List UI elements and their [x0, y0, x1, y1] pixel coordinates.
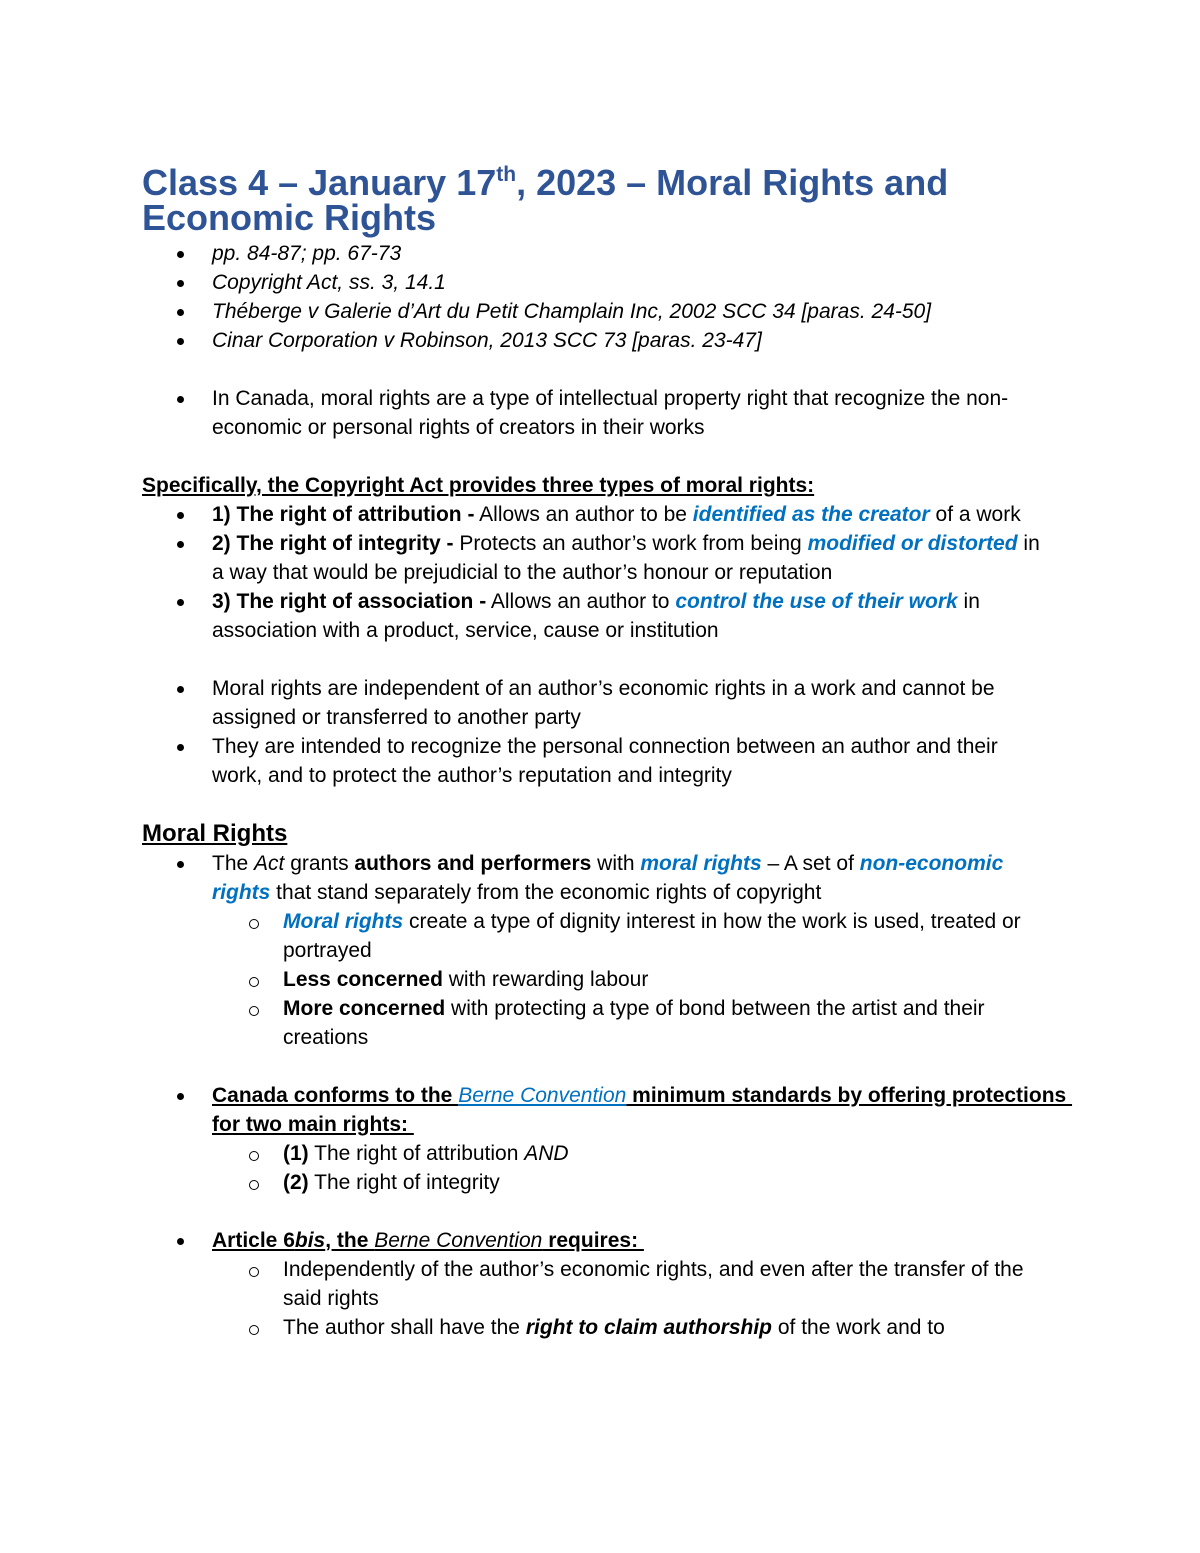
sub-list-item-continuation: [142, 1284, 1172, 1313]
sub-bullet-text: with rewarding labour: [442, 967, 649, 991]
blank-line: [142, 645, 1172, 674]
bold-text: Less concerned: [283, 967, 443, 991]
list-item: [142, 674, 1172, 703]
section-subheading: [142, 471, 1172, 500]
bullet-text: , the: [325, 1228, 375, 1252]
sub-bullet-text: portrayed: [283, 938, 372, 962]
section-heading: [142, 819, 1172, 849]
bullet-text: association with a product, service, cause or institution: [212, 618, 719, 642]
bullet-text: economic or personal rights of creators in their works: [212, 415, 705, 439]
reading-item: [142, 239, 1172, 268]
document-body: [142, 162, 1172, 1342]
list-item: [142, 587, 1172, 616]
sub-bullet-marker: [249, 977, 259, 987]
highlight-text: moral rights: [640, 851, 762, 875]
item-number: (2): [283, 1170, 309, 1194]
right-label: 2) The right of integrity -: [212, 531, 454, 555]
highlight-text: Moral rights: [283, 909, 404, 933]
bullet-text: of a work: [929, 502, 1021, 526]
bold-text: authors and performers: [354, 851, 592, 875]
page-title: [142, 162, 1172, 238]
sub-bullet-marker: [249, 1267, 259, 1277]
bullet-marker: [177, 744, 184, 751]
bullet-text: in: [1017, 531, 1040, 555]
list-item: [142, 500, 1172, 529]
list-item-continuation: [142, 1110, 1172, 1139]
sub-bullet-marker: [249, 1151, 259, 1161]
sub-bullet-marker: [249, 1180, 259, 1190]
sub-list-item: [142, 1255, 1172, 1284]
highlight-text: modified or distorted: [807, 531, 1018, 555]
bullet-text: Allows an author to be: [474, 502, 693, 526]
item-number: (1): [283, 1141, 309, 1165]
bullet-marker: [177, 251, 184, 258]
bullet-text: that stand separately from the economic rights of copyright: [270, 880, 822, 904]
subheading-text: Specifically, the Copyright Act provides three types of moral rights:: [142, 473, 815, 497]
blank-line: [142, 790, 1172, 819]
title-line-1: [142, 162, 1172, 203]
bullet-text: – A set of: [761, 851, 860, 875]
bullet-text: a way that would be prejudicial to the author’s honour or reputation: [212, 560, 833, 584]
sub-bullet-text: The right of integrity: [308, 1170, 500, 1194]
sub-list-item: [142, 1139, 1172, 1168]
sub-list-item: [142, 1168, 1172, 1197]
reading-text: Cinar Corporation v Robinson, 2013 SCC 73 [paras. 23-47]: [212, 328, 762, 352]
bullet-marker: [177, 541, 184, 548]
highlight-text: control the use of their work: [675, 589, 958, 613]
bullet-text: with: [591, 851, 641, 875]
reading-item: [142, 268, 1172, 297]
sub-bullet-marker: [249, 1006, 259, 1016]
sub-list-item: [142, 965, 1172, 994]
bullet-text: Moral rights are independent of an author’s economic rights in a work and cannot be: [212, 676, 995, 700]
sub-bullet-marker: [249, 1325, 259, 1335]
reading-text: Théberge v Galerie d’Art du Petit Champlain Inc, 2002 SCC 34 [paras. 24-50]: [212, 299, 932, 323]
reading-item: [142, 326, 1172, 355]
list-item-continuation: [142, 616, 1172, 645]
bullet-text: work, and to protect the author’s reputation and integrity: [212, 763, 732, 787]
notes-content: [142, 239, 1172, 1342]
list-item-continuation: [142, 878, 1172, 907]
bullet-text: for two main rights:: [212, 1112, 414, 1136]
act-reference: Act: [254, 851, 285, 875]
bullet-text: Protects an author’s work from being: [453, 531, 808, 555]
sub-bullet-text: The right of attribution: [308, 1141, 525, 1165]
bold-text: More concerned: [283, 996, 446, 1020]
sub-bullet-text: said rights: [283, 1286, 379, 1310]
bullet-text: In Canada, moral rights are a type of intellectual property right that recognize the non-: [212, 386, 1009, 410]
list-item: [142, 849, 1172, 878]
sub-bullet-text: Independently of the author’s economic rights, and even after the transfer of the: [283, 1257, 1024, 1281]
reading-text: pp. 84-87; pp. 67-73: [212, 241, 402, 265]
title-text: Class 4 – January 17: [142, 162, 497, 203]
blank-line: [142, 355, 1172, 384]
reading-item: [142, 297, 1172, 326]
sub-bullet-marker: [249, 919, 259, 929]
title-text: , 2023 – Moral Rights and: [516, 162, 949, 203]
sub-list-item: [142, 994, 1172, 1023]
bullet-text: The: [212, 851, 255, 875]
right-label: 1) The right of attribution -: [212, 502, 475, 526]
bullet-text: They are intended to recognize the personal connection between an author and their: [212, 734, 998, 758]
sub-list-item-continuation: [142, 936, 1172, 965]
highlight-text: non-economic: [859, 851, 1004, 875]
list-item: [142, 1226, 1172, 1255]
blank-line: [142, 1197, 1172, 1226]
bullet-marker: [177, 512, 184, 519]
title-line-2: [142, 197, 1172, 238]
bullet-text: in: [957, 589, 980, 613]
sub-bullet-text: of the work and to: [772, 1315, 945, 1339]
bullet-text: requires:: [542, 1228, 644, 1252]
bullet-marker: [177, 1238, 184, 1245]
sub-bullet-text: with protecting a type of bond between the artist and their: [445, 996, 985, 1020]
bullet-marker: [177, 280, 184, 287]
list-item-continuation: [142, 703, 1172, 732]
bullet-marker: [177, 599, 184, 606]
sub-list-item: [142, 1313, 1172, 1342]
convention-name: Berne Convention: [374, 1228, 543, 1252]
list-item-continuation: [142, 413, 1172, 442]
sub-bullet-text: The author shall have the: [283, 1315, 526, 1339]
list-item: [142, 1081, 1172, 1110]
bullet-text: Allows an author to: [486, 589, 676, 613]
bullet-marker: [177, 338, 184, 345]
list-item: [142, 732, 1172, 761]
highlight-text: identified as the creator: [692, 502, 930, 526]
list-item: [142, 384, 1172, 413]
title-superscript: th: [496, 163, 517, 186]
title-text: Economic Rights: [142, 197, 437, 238]
sub-list-item: [142, 907, 1172, 936]
italic-text: bis: [294, 1228, 326, 1252]
bullet-marker: [177, 1093, 184, 1100]
bullet-text: Canada conforms to the: [212, 1083, 459, 1107]
reading-text: Copyright Act, ss. 3, 14.1: [212, 270, 446, 294]
blank-line: [142, 1052, 1172, 1081]
section-heading-text: Moral Rights: [142, 819, 288, 847]
sub-list-item-continuation: [142, 1023, 1172, 1052]
bullet-marker: [177, 686, 184, 693]
bullet-text: Article 6: [212, 1228, 295, 1252]
italic-text: AND: [524, 1141, 569, 1165]
bullet-marker: [177, 861, 184, 868]
bullet-text: minimum standards by offering protections: [626, 1083, 1073, 1107]
sub-bullet-text: create a type of dignity interest in how the work is used, treated or: [403, 909, 1021, 933]
bullet-text: assigned or transferred to another party: [212, 705, 581, 729]
list-item: [142, 529, 1172, 558]
blank-line: [142, 442, 1172, 471]
list-item-continuation: [142, 761, 1172, 790]
list-item-continuation: [142, 558, 1172, 587]
sub-bullet-text: creations: [283, 1025, 369, 1049]
highlight-text: rights: [212, 880, 271, 904]
bullet-marker: [177, 309, 184, 316]
right-label: 3) The right of association -: [212, 589, 487, 613]
convention-name: Berne Convention: [458, 1083, 627, 1107]
bullet-marker: [177, 396, 184, 403]
bullet-text: grants: [284, 851, 355, 875]
emphasis-text: right to claim authorship: [525, 1315, 773, 1339]
